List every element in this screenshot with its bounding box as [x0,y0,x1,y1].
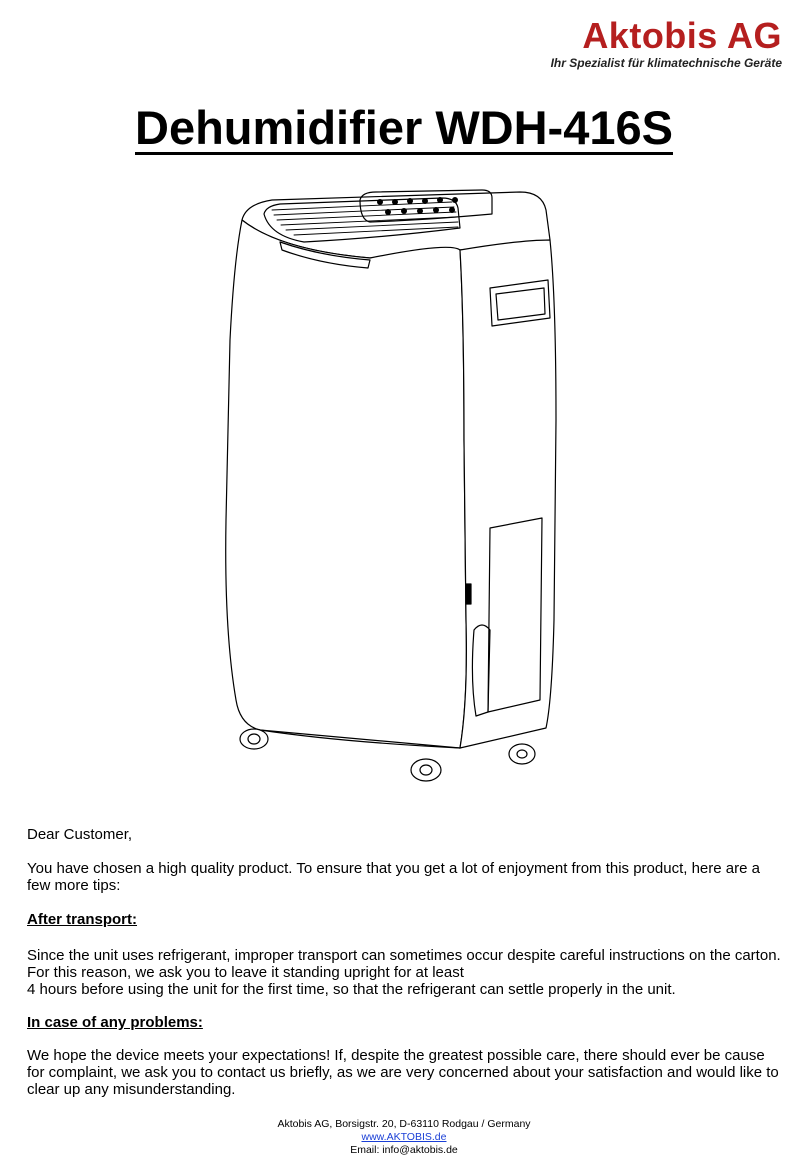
problems-heading: In case of any problems: [27,1014,203,1031]
after-transport-heading: After transport: [27,911,138,928]
page-title: Dehumidifier WDH-416S [135,101,673,154]
after-transport-paragraph [27,947,782,998]
after-transport-line: 4 hours before using the unit for the first time, so that the refrigerant can settle properly in the unit. [27,981,676,998]
after-transport-line: Since the unit uses refrigerant, improper transport can sometimes occur despite careful instructions on the carton. [27,947,781,964]
after-transport-line: For this reason, we ask you to leave it standing upright for at least [27,964,464,981]
footer [0,1118,808,1157]
intro-paragraph: You have chosen a high quality product. To ensure that you get a lot of enjoyment from this product, here are a few more tips: [27,860,760,894]
footer-address: Aktobis AG, Borsigstr. 20, D-63110 Rodgau / Germany [277,1118,531,1130]
product-illustration [220,180,570,790]
greeting: Dear Customer, [27,826,133,843]
footer-email: Email: info@aktobis.de [350,1144,458,1156]
problems-paragraph: We hope the device meets your expectations! If, despite the greatest possible care, there should ever be cause for complaint, we ask you to contact us briefly, as we are very concerned about your satisfaction and would like to clear up any misunderstanding. [27,1047,779,1098]
page-title-wrap [0,100,808,155]
brand-logo [551,16,782,70]
brand-tagline: Ihr Spezialist für klimatechnische Geräte [550,56,782,70]
website-link[interactable]: www.AKTOBIS.de [361,1131,447,1143]
brand-name: Aktobis AG [582,15,782,56]
